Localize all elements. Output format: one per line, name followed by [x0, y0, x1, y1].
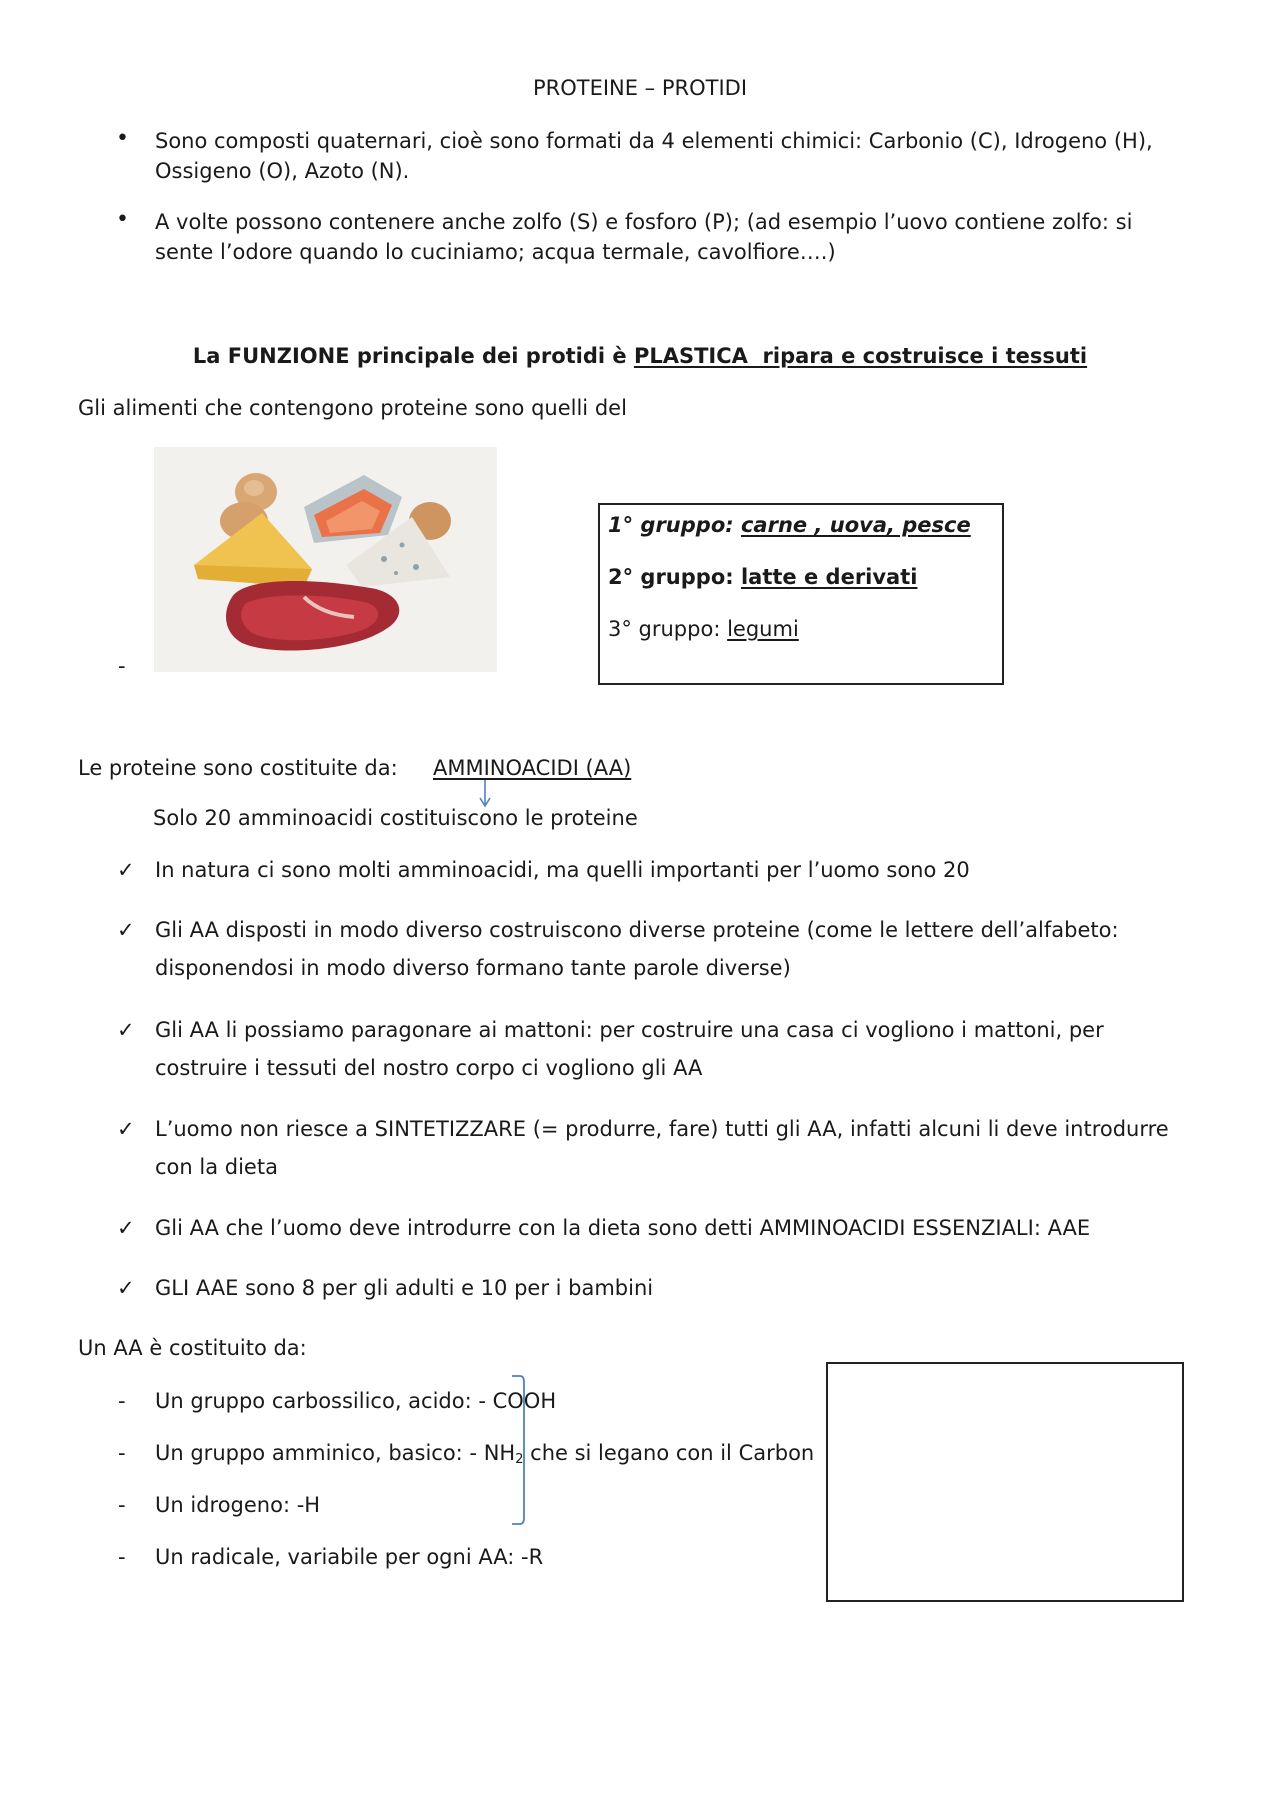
group-1-sep: : [725, 513, 741, 537]
bullet-dot: • [116, 207, 129, 232]
check-icon: ✓ [117, 1018, 135, 1042]
costituite-prefix: Le proteine sono costituite da: [78, 756, 398, 780]
funzione-prefix: La FUNZIONE principale dei protidi è [192, 344, 634, 368]
check-item-1-line1: In natura ci sono molti amminoacidi, ma quelli importanti per l’uomo sono 20 [155, 858, 970, 882]
group-2-sep: : [725, 565, 741, 589]
dash: - [118, 1545, 126, 1569]
aa-idrogeno: Un idrogeno: -H [155, 1493, 321, 1517]
costituite-note: Solo 20 amminoacidi costituiscono le proteine [153, 806, 638, 830]
aa-carbossilico: Un gruppo carbossilico, acido: - COOH [155, 1389, 557, 1413]
check-item-4-line2: con la dieta [155, 1155, 278, 1179]
check-item-2-line1: Gli AA disposti in modo diverso costruiscono diverse proteine (come le lettere dell’alfabeto: [155, 918, 1119, 942]
check-icon: ✓ [117, 1216, 135, 1240]
intro-bullet-1-line1: Sono composti quaternari, cioè sono formati da 4 elementi chimici: Carbonio (C), Idrogeno (H), [155, 129, 1153, 153]
aa-amminico-sub: 2 [515, 1452, 524, 1467]
group-3-sep: : [713, 617, 728, 641]
funzione-underlined: PLASTICA ripara e costruisce i tessuti [633, 344, 1088, 368]
check-item-4-line1: L’uomo non riesce a SINTETIZZARE (= produrre, fare) tutti gli AA, infatti alcuni li deve introdurre [155, 1117, 1169, 1141]
intro-bullet-1-line2: Ossigeno (O), Azoto (N). [155, 159, 410, 183]
empty-structure-box [826, 1362, 1184, 1602]
costituite-value: AMMINOACIDI (AA) [433, 756, 632, 780]
group-1-label: 1° gruppo [608, 513, 726, 537]
aa-amminico-post: che si legano con il Carbon [523, 1441, 815, 1465]
aa-amminico [155, 1438, 821, 1468]
intro-bullet-2-line2: sente l’odore quando lo cuciniamo; acqua termale, cavolfiore….) [155, 240, 836, 264]
dash: - [118, 1441, 126, 1465]
check-icon: ✓ [117, 858, 135, 882]
aa-amminico-pre: Un gruppo amminico, basico: - NH [155, 1441, 516, 1465]
protein-foods-photo [154, 447, 497, 672]
check-item-5-line1: Gli AA che l’uomo deve introdurre con la dieta sono detti AMMINOACIDI ESSENZIALI: AAE [155, 1216, 1091, 1240]
aa-radicale: Un radicale, variabile per ogni AA: -R [155, 1545, 544, 1569]
group-1-value: carne , uova, pesce [740, 513, 971, 537]
check-item-3-line2: costruire i tessuti del nostro corpo ci vogliono gli AA [155, 1056, 703, 1080]
bullet-dot: • [116, 126, 129, 151]
funzione-heading [0, 341, 1280, 371]
check-item-3-line1: Gli AA li possiamo paragonare ai mattoni: per costruire una casa ci vogliono i mattoni, per [155, 1018, 1104, 1042]
alimenti-intro: Gli alimenti che contengono proteine sono quelli del [78, 396, 627, 420]
group-3-label: 3° gruppo [608, 617, 714, 641]
intro-bullet-2-line1: A volte possono contenere anche zolfo (S) e fosforo (P); (ad esempio l’uovo contiene zolfo: si [155, 210, 1133, 234]
group-2-value: latte e derivati [740, 565, 918, 589]
aa-intro: Un AA è costituito da: [78, 1336, 307, 1360]
check-item-6-line1: GLI AAE sono 8 per gli adulti e 10 per i bambini [155, 1276, 654, 1300]
group-3-value: legumi [727, 617, 799, 641]
group-2-label: 2° gruppo [608, 565, 726, 589]
check-icon: ✓ [117, 1117, 135, 1141]
group-3 [608, 614, 799, 644]
check-icon: ✓ [117, 1276, 135, 1300]
group-2 [608, 562, 917, 592]
page-title: PROTEINE – PROTIDI [532, 76, 748, 100]
dash: - [118, 1493, 126, 1517]
right-brace-icon [508, 1372, 532, 1528]
dash: - [118, 1389, 126, 1413]
group-1 [608, 510, 971, 540]
check-item-2-line2: disponendosi in modo diverso formano tante parole diverse) [155, 956, 791, 980]
photo-dash: - [118, 654, 126, 678]
check-icon: ✓ [117, 918, 135, 942]
